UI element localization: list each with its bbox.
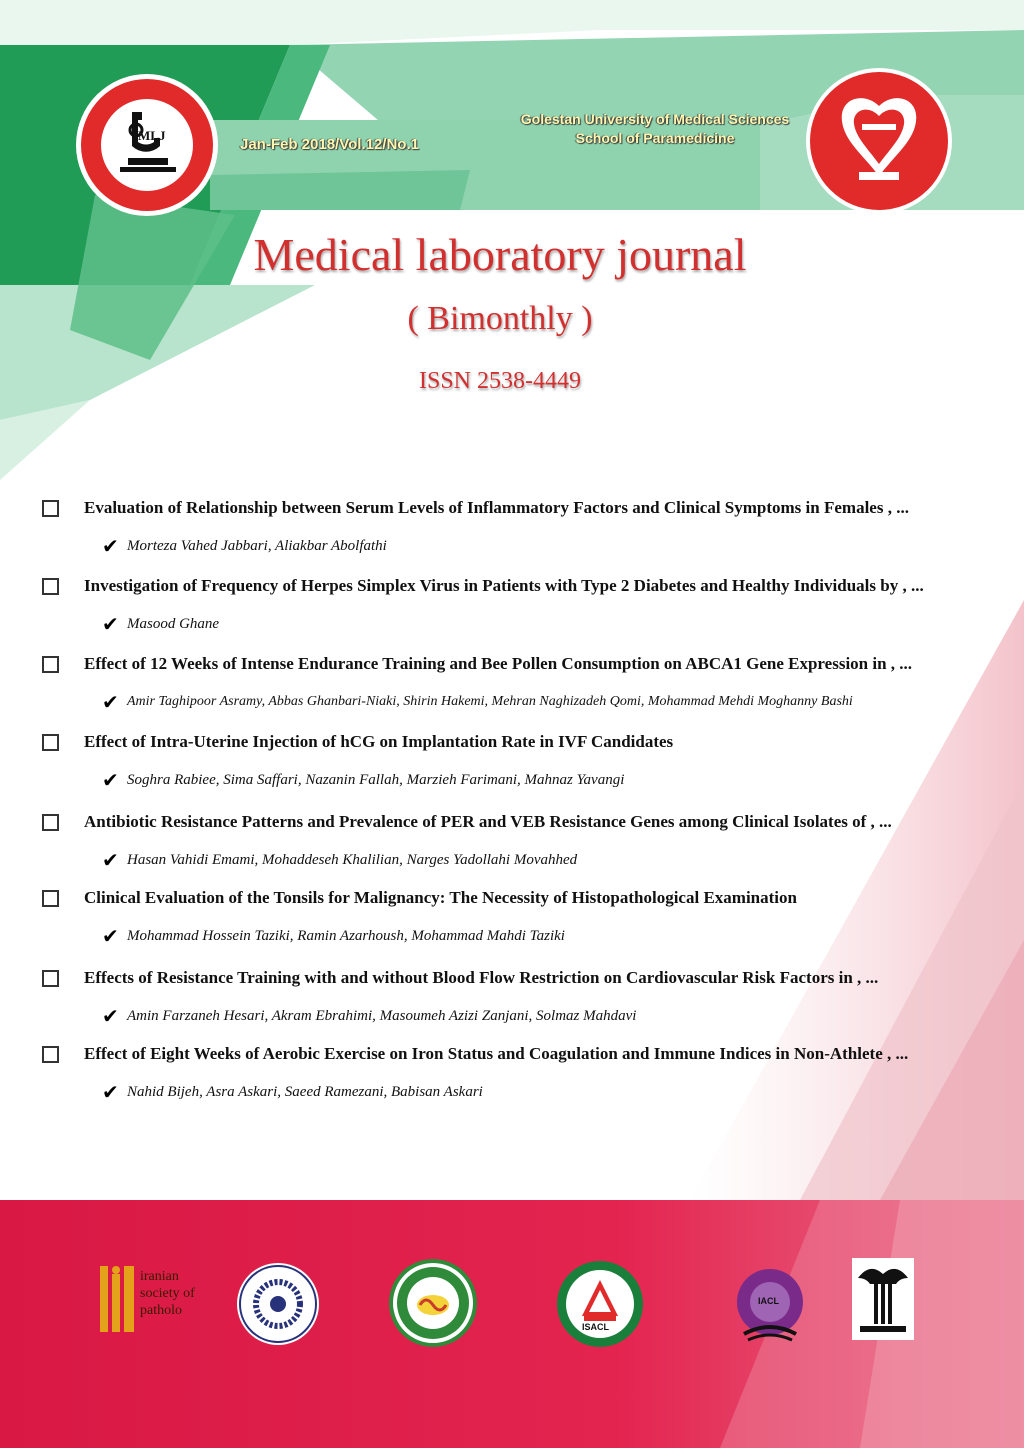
- article-title[interactable]: Effect of 12 Weeks of Intense Endurance Training and Bee Pollen Consumption on ABCA1 Gene Expression in , ...: [84, 654, 913, 673]
- university-emblem-logo: [852, 1258, 914, 1340]
- article-title[interactable]: Effects of Resistance Training with and without Blood Flow Restriction on Cardiovascular Risk Factors in , ...: [84, 968, 879, 987]
- checkbox-icon: [42, 734, 59, 751]
- school-name: School of Paramedicine: [575, 130, 735, 146]
- article-item[interactable]: [0, 494, 1024, 572]
- article-item[interactable]: [0, 964, 1024, 1040]
- article-item[interactable]: [0, 884, 1024, 964]
- article-authors: Hasan Vahidi Emami, Mohaddeseh Khalilian, Narges Yadollahi Movahhed: [127, 852, 578, 868]
- article-authors: Amin Farzaneh Hesari, Akram Ebrahimi, Masoumeh Azizi Zanjani, Solmaz Mahdavi: [127, 1008, 637, 1024]
- checkbox-icon: [42, 578, 59, 595]
- journal-title: Medical laboratory journal: [253, 229, 747, 280]
- isacl-label: ISACL: [582, 1322, 609, 1332]
- university-name: Golestan University of Medical Sciences: [520, 111, 790, 127]
- article-title[interactable]: Investigation of Frequency of Herpes Simplex Virus in Patients with Type 2 Diabetes and Healthy Individuals by , ...: [84, 576, 924, 595]
- university-block: [460, 110, 850, 148]
- checkmark-icon: ✔: [102, 1004, 119, 1028]
- checkbox-icon: [42, 890, 59, 907]
- mlj-logo: [74, 72, 220, 218]
- issue-info: Jan-Feb 2018/Vol.12/No.1: [240, 136, 419, 153]
- article-authors: Soghra Rabiee, Sima Saffari, Nazanin Fallah, Marzieh Farimani, Mahnaz Yavangi: [127, 772, 625, 788]
- journal-frequency: ( Bimonthly ): [407, 300, 593, 337]
- checkmark-icon: ✔: [102, 534, 119, 558]
- checkbox-icon: [42, 970, 59, 987]
- article-item[interactable]: [0, 808, 1024, 884]
- checkmark-icon: ✔: [102, 924, 119, 948]
- article-title[interactable]: Effect of Intra-Uterine Injection of hCG on Implantation Rate in IVF Candidates: [84, 732, 674, 751]
- article-title[interactable]: Effect of Eight Weeks of Aerobic Exercise on Iron Status and Coagulation and Immune Indices in Non-Athlete , ...: [84, 1044, 909, 1063]
- pathology-society-logo: [98, 1264, 138, 1334]
- article-item[interactable]: [0, 728, 1024, 808]
- checkmark-icon: ✔: [102, 1080, 119, 1104]
- article-title[interactable]: Evaluation of Relationship between Serum Levels of Inflammatory Factors and Clinical Symptoms in Females , ...: [84, 498, 909, 517]
- checkbox-icon: [42, 500, 59, 517]
- checkmark-icon: ✔: [102, 768, 119, 792]
- checkmark-icon: ✔: [102, 848, 119, 872]
- pathology-society-text: iranian society of patholo: [140, 1269, 195, 1318]
- article-item[interactable]: [0, 650, 1024, 728]
- article-authors: Mohammad Hossein Taziki, Ramin Azarhoush, Mohammad Mahdi Taziki: [127, 928, 565, 944]
- checkmark-icon: ✔: [102, 612, 119, 636]
- article-title[interactable]: Antibiotic Resistance Patterns and Prevalence of PER and VEB Resistance Genes among Clinical Isolates of , ...: [84, 812, 892, 831]
- article-authors: Morteza Vahed Jabbari, Aliakbar Abolfathi: [127, 538, 387, 554]
- lab-society-logo: [388, 1258, 478, 1348]
- article-item[interactable]: [0, 572, 1024, 650]
- article-list: [0, 494, 1024, 1118]
- iacl-label: IACL: [758, 1296, 779, 1306]
- checkbox-icon: [42, 814, 59, 831]
- article-authors: Nahid Bijeh, Asra Askari, Saeed Ramezani, Babisan Askari: [127, 1084, 483, 1100]
- article-authors: Amir Taghipoor Asramy, Abbas Ghanbari-Niaki, Shirin Hakemi, Mehran Naghizadeh Qomi, Mohammad Mehdi Moghanny Bashi: [127, 694, 853, 709]
- checkbox-icon: [42, 1046, 59, 1063]
- article-authors: Masood Ghane: [127, 616, 220, 632]
- mlj-logo-text: MLJ: [138, 128, 166, 143]
- checkmark-icon: ✔: [102, 690, 119, 714]
- isacl-logo: [556, 1260, 644, 1348]
- journal-issn: ISSN 2538-4449: [418, 368, 581, 394]
- article-item[interactable]: [0, 1040, 1024, 1118]
- article-title[interactable]: Clinical Evaluation of the Tonsils for Malignancy: The Necessity of Histopathological Examination: [84, 888, 797, 907]
- parasitology-society-logo: [236, 1262, 320, 1346]
- checkbox-icon: [42, 656, 59, 673]
